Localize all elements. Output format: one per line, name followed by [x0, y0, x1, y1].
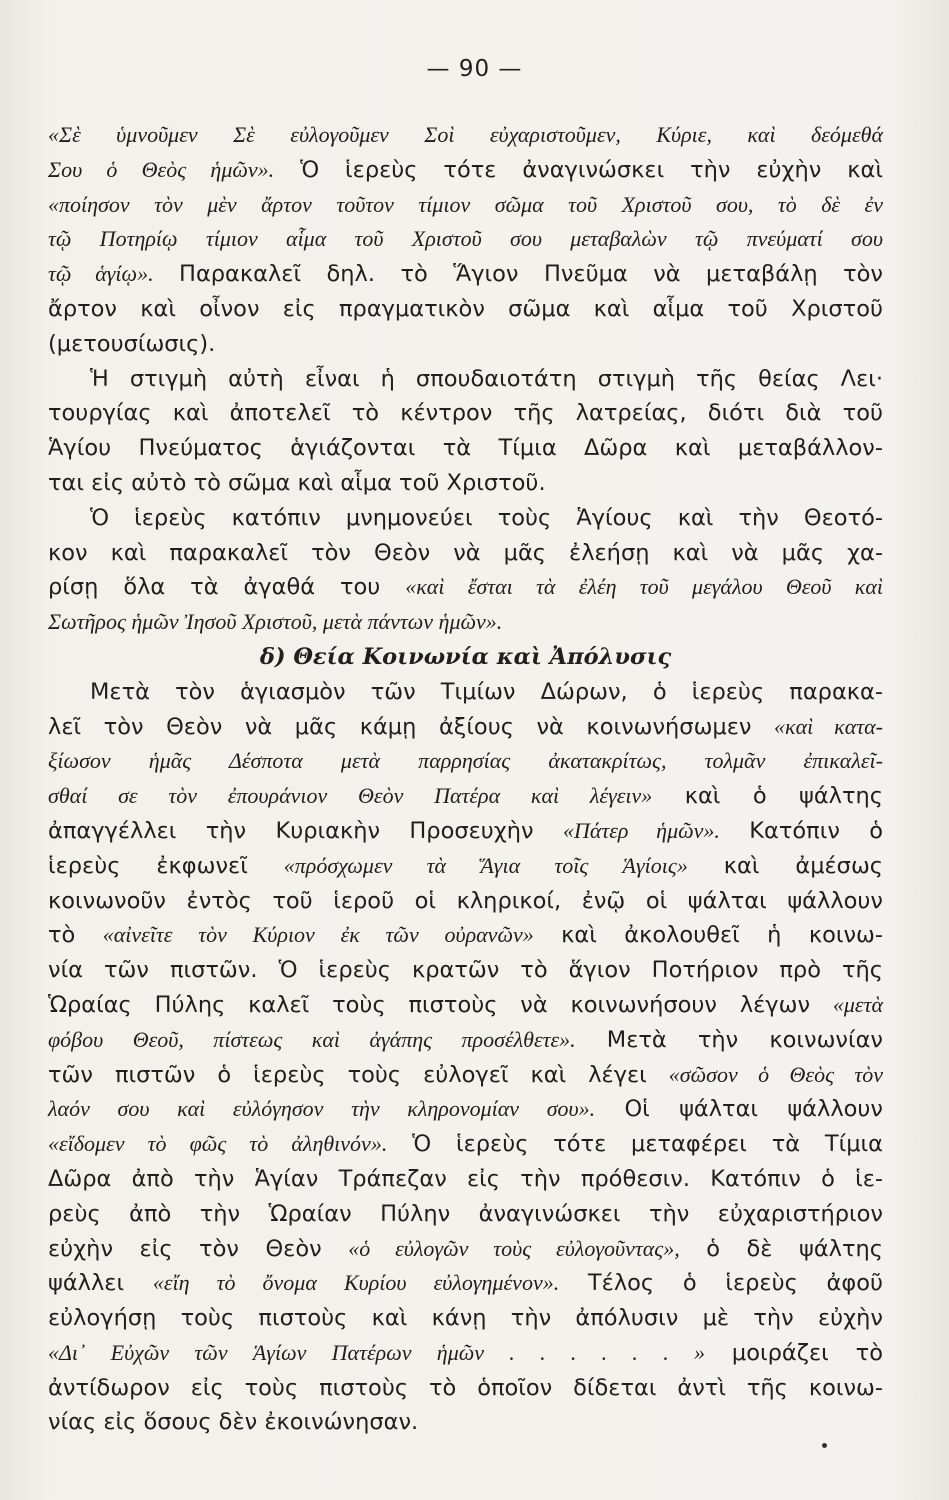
- text-run: τῶν πιστῶν ὁ ἱερεὺς τοὺς εὐλογεῖ καὶ λέγει: [48, 1061, 669, 1088]
- text-line: [48, 710, 883, 745]
- text-line: [48, 501, 883, 536]
- text-run: ἄρτον καὶ οἶνον εἰς πραγματικὸν σῶμα καὶ αἷμα τοῦ Χριστοῦ: [48, 295, 883, 322]
- quoted-prayer: «Δι᾽ Εὐχῶν τῶν Ἁγίων Πατέρων ἡμῶν . . . . . . »: [48, 1339, 705, 1365]
- text-line: [48, 849, 883, 884]
- text-line: [48, 1336, 883, 1371]
- text-line: [48, 188, 883, 223]
- text-run: ρεὺς ἀπὸ τὴν Ὡραίαν Πύλην ἀναγινώσκει τὴν εὐχαριστήριον: [48, 1200, 883, 1227]
- text-run: Ἡ στιγμὴ αὐτὴ εἶναι ἡ σπουδαιοτάτη στιγμὴ τῆς θείας Λει·: [90, 365, 883, 392]
- quoted-prayer: λαόν σου καὶ εὐλόγησον τὴν κληρονομίαν σου».: [48, 1096, 596, 1122]
- text-run: νία τῶν πιστῶν. Ὁ ἱερεὺς κρατῶν τὸ ἅγιον Ποτήριον πρὸ τῆς: [48, 957, 883, 984]
- text-line: [48, 884, 883, 919]
- text-line: [48, 1371, 883, 1406]
- text-run: λεῖ τὸν Θεὸν νὰ μᾶς κάμῃ ἀξίους νὰ κοινωνήσωμεν: [48, 713, 775, 740]
- text-run: καὶ ἀκολουθεῖ ἡ κοινω-: [533, 922, 883, 949]
- text-run: Ὡραίας Πύλης καλεῖ τοὺς πιστοὺς νὰ κοινωνήσουν λέγων: [48, 991, 833, 1018]
- body-text: [48, 118, 883, 1440]
- page-number: — 90 —: [426, 56, 523, 82]
- quoted-prayer: «εἴδομεν τὸ φῶς τὸ ἀληθινόν».: [48, 1131, 388, 1157]
- quoted-prayer: Σωτῆρος ἡμῶν Ἰησοῦ Χριστοῦ, μετὰ πάντων ἡμῶν».: [48, 609, 503, 635]
- text-line: [48, 988, 883, 1023]
- ink-speck: [822, 1443, 827, 1448]
- text-run: Τέλος ὁ ἱερεὺς ἀφοῦ: [559, 1270, 883, 1297]
- quoted-prayer: τῷ Ποτηρίῳ τίμιον αἷμα τοῦ Χριστοῦ σου μεταβαλὼν τῷ πνεύματί σου: [48, 226, 883, 252]
- text-line: [48, 814, 883, 849]
- quoted-prayer: «ποίησον τὸν μὲν ἄρτον τοῦτον τίμιον σῶμα τοῦ Χριστοῦ σου, τὸ δὲ ἐν: [48, 191, 883, 217]
- heading-text: δ) Θεία Κοινωνία καὶ Ἀπόλυσις: [259, 643, 672, 670]
- quoted-prayer: «Πάτερ ἡμῶν».: [562, 817, 720, 843]
- text-line: [48, 953, 883, 988]
- quoted-prayer: «εἴη τὸ ὄνομα Κυρίου εὐλογημένον».: [152, 1270, 560, 1296]
- text-line: [48, 1023, 883, 1058]
- text-run: τουργίας καὶ ἀποτελεῖ τὸ κέντρον τῆς λατρείας, διότι διὰ τοῦ: [48, 400, 883, 427]
- quoted-prayer: ξίωσον ἡμᾶς Δέσποτα μετὰ παρρησίας ἀκατακρίτως, τολμᾶν ἐπικαλεῖ-: [48, 748, 883, 774]
- text-run: ἀντίδωρον εἰς τοὺς πιστοὺς τὸ ὁποῖον δίδεται ἀντὶ τῆς κοινω-: [48, 1374, 883, 1401]
- quoted-prayer: «πρόσχωμεν τὰ Ἅγια τοῖς Ἁγίοις»: [283, 852, 688, 878]
- text-run: τὸ: [48, 922, 103, 949]
- text-run: καὶ ἀμέσως: [687, 852, 883, 879]
- text-line: [48, 327, 883, 362]
- text-line: [48, 1092, 883, 1127]
- text-run: Μετὰ τὴν κοινωνίαν: [575, 1026, 883, 1053]
- text-run: κον καὶ παρακαλεῖ τὸν Θεὸν νὰ μᾶς ἐλεήσῃ καὶ νὰ μᾶς χα-: [48, 539, 883, 566]
- quoted-prayer: φόβου Θεοῦ, πίστεως καὶ ἀγάπης προσέλθετε».: [48, 1026, 576, 1052]
- text-run: μοιράζει τὸ: [704, 1339, 883, 1366]
- text-line: [48, 1266, 883, 1301]
- text-line: [48, 918, 883, 953]
- text-run: νίας εἰς ὅσους δὲν ἐκοινώνησαν.: [48, 1409, 419, 1436]
- text-line: [48, 536, 883, 571]
- text-run: ἀπαγγέλλει τὴν Κυριακὴν Προσευχὴν: [48, 817, 563, 844]
- quoted-prayer: «σῶσον ὁ Θεὸς τὸν: [668, 1061, 883, 1087]
- text-line: [48, 1301, 883, 1336]
- text-line: [48, 1405, 883, 1440]
- text-run: εὐλογήσῃ τοὺς πιστοὺς καὶ κάνῃ τὴν ἀπόλυσιν μὲ τὴν εὐχὴν: [48, 1305, 883, 1332]
- text-run: εὐχὴν εἰς τὸν Θεὸν: [48, 1235, 349, 1262]
- text-run: (μετουσίωσις).: [48, 330, 216, 357]
- quoted-prayer: «καὶ ἔσται τὰ ἐλέη τοῦ μεγάλου Θεοῦ καὶ: [405, 574, 884, 600]
- text-line: [48, 779, 883, 814]
- text-line: [48, 570, 883, 605]
- text-run: Οἱ ψάλται ψάλλουν: [595, 1096, 884, 1123]
- text-run: Κατόπιν ὁ: [719, 817, 883, 844]
- quoted-prayer: σθαί σε τὸν ἐπουράνιον Θεὸν Πατέρα καὶ λέγειν»: [48, 783, 653, 809]
- quoted-prayer: «ὁ εὐλογῶν τοὺς εὐλογοῦντας»,: [348, 1235, 680, 1261]
- text-run: ται εἰς αὐτὸ τὸ σῶμα καὶ αἷμα τοῦ Χριστοῦ.: [48, 469, 546, 496]
- text-line: [48, 396, 883, 431]
- text-line: [48, 292, 883, 327]
- text-line: [48, 1197, 883, 1232]
- text-line: [48, 1232, 883, 1267]
- text-run: Δῶρα ἀπὸ τὴν Ἁγίαν Τράπεζαν εἰς τὴν πρόθεσιν. Κατόπιν ὁ ἱε-: [48, 1165, 883, 1192]
- text-line: [48, 466, 883, 501]
- text-line: [48, 118, 883, 153]
- quoted-prayer: «Σὲ ὑμνοῦμεν Σὲ εὐλογοῦμεν Σοὶ εὐχαριστοῦμεν, Κύριε, καὶ δεόμεθά: [48, 122, 883, 147]
- text-run: ἱερεὺς ἐκφωνεῖ: [48, 852, 284, 879]
- text-run: καὶ ὁ ψάλτης: [652, 783, 883, 810]
- quoted-prayer: «καὶ κατα-: [774, 713, 883, 739]
- text-line: [48, 744, 883, 779]
- text-run: ψάλλει: [48, 1270, 153, 1297]
- text-line: [48, 153, 883, 188]
- text-run: Μετὰ τὸν ἁγιασμὸν τῶν Τιμίων Δώρων, ὁ ἱερεὺς παρακα-: [90, 678, 883, 705]
- text-line: [48, 362, 883, 397]
- text-run: Ὁ ἱερεὺς τότε ἀναγινώσκει τὴν εὐχὴν καὶ: [274, 156, 883, 183]
- quoted-prayer: Σου ὁ Θεὸς ἡμῶν».: [48, 156, 275, 182]
- text-run: ὁ δὲ ψάλτης: [679, 1235, 883, 1262]
- text-line: [48, 1162, 883, 1197]
- text-run: Ὁ ἱερεὺς τότε μεταφέρει τὰ Τίμια: [387, 1131, 883, 1158]
- quoted-prayer: τῷ ἁγίῳ».: [48, 261, 154, 287]
- text-line: [48, 257, 883, 292]
- quoted-prayer: «αἰνεῖτε τὸν Κύριον ἐκ τῶν οὐρανῶν»: [102, 922, 534, 948]
- text-line: [48, 605, 883, 640]
- text-run: κοινωνοῦν ἐντὸς τοῦ ἱεροῦ οἱ κληρικοί, ἐνῷ οἱ ψάλται ψάλλουν: [48, 887, 883, 914]
- text-run: ρίσῃ ὅλα τὰ ἀγαθά του: [48, 574, 406, 601]
- text-line: [48, 1058, 883, 1093]
- text-line: [48, 222, 883, 257]
- text-run: Ὁ ἱερεὺς κατόπιν μνημονεύει τοὺς Ἁγίους καὶ τὴν Θεοτό-: [90, 504, 883, 531]
- text-line: [48, 675, 883, 710]
- text-run: Ἁγίου Πνεύματος ἁγιάζονται τὰ Τίμια Δῶρα καὶ μεταβάλλον-: [48, 435, 883, 462]
- text-run: Παρακαλεῖ δηλ. τὸ Ἅγιον Πνεῦμα νὰ μεταβάλῃ τὸν: [153, 261, 884, 288]
- text-line: [48, 1127, 883, 1162]
- section-heading: [48, 640, 883, 675]
- text-line: [48, 431, 883, 466]
- quoted-prayer: «μετὰ: [832, 991, 883, 1017]
